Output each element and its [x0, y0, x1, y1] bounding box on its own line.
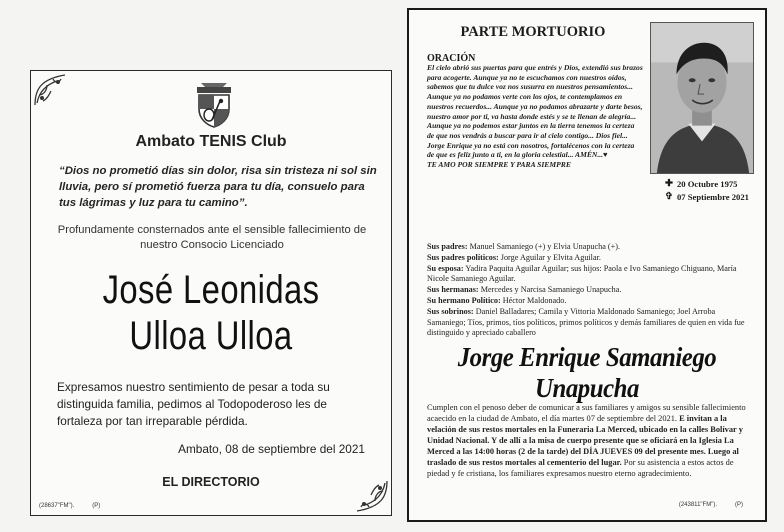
- notice-title: PARTE MORTUORIO: [460, 24, 606, 40]
- relatives-wife: Su esposa: Yadira Paquita Aguilar Aguilar; sus hijos: Paola e Ivo Samaniego Chiguano, María Nicole Samaniego Aguilar.: [427, 263, 737, 284]
- deceased-script-name: Jorge Enrique Samaniego Unapucha: [457, 342, 717, 403]
- tennis-club-notice: [30, 70, 392, 516]
- relatives-parents-in-law: Sus padres políticos: Jorge Aguilar y Elvita Aguilar.: [427, 252, 601, 262]
- condolence-text: Profundamente consternados ante el sensible fallecimiento de nuestro Consocio Licenciado: [57, 224, 367, 251]
- club-crest-icon: [193, 79, 235, 129]
- ornament-corner-top-left-icon: [33, 73, 67, 107]
- birth-date: 20 Octubre 1975: [677, 179, 738, 189]
- quote-text: “Dios no prometió días sin dolor, risa sin tristeza ni sol sin lluvia, pero sí prometió fuerza para tu día, consuelo para tus lágrimas y luz para tu camino”.: [59, 165, 377, 209]
- notice-date: Ambato, 08 de septiembre del 2021: [178, 442, 365, 456]
- death-date: 07 Septiembre 2021: [677, 192, 749, 202]
- prayer-closing: TE AMO POR SIEMPRE Y PARA SIEMPRE: [427, 160, 571, 170]
- signature: EL DIRECTORIO: [162, 475, 260, 489]
- club-name: Ambato TENIS Club: [135, 133, 287, 150]
- birth-date-row: [665, 178, 765, 191]
- publication-code: (243811"FM"). (P): [678, 502, 743, 508]
- obituary-notice: [407, 8, 767, 522]
- relatives-brother-in-law: Su hermano Político: Héctor Maldonado.: [427, 295, 567, 305]
- relatives-list: [427, 242, 755, 339]
- publication-code: (28637"FM"). (P): [39, 503, 101, 509]
- life-dates: [665, 178, 765, 204]
- sentiment-text: Expresamos nuestro sentimiento de pesar a toda su distinguida familia, pedimos al Todopoderoso les de fortaleza por tan irreparable pérdida.: [57, 380, 330, 428]
- death-date-row: [665, 191, 765, 204]
- relatives-nephews: Sus sobrinos: Daniel Balladares; Camila y Vittoria Maldonado Samaniego; Joel Arroba Samaniego; Tíos, primos, tíos políticos, primos políticos y demás familiares de quien en vida fue distinguido y apreciado caballero: [427, 306, 745, 338]
- cross-icon: ✚: [665, 179, 673, 189]
- prayer-text: El cielo abrió sus puertas para que entrés y Dios, extendió sus brazos para acogerte. Aunque ya no te escuchamos con nuestros oídos, sabemos que tu dulce voz nos susurra en nuestros pensamientos... Aunque ya no podamos verte con los ojos, te contemplamos en nuestros recuerdos... Aunque ya no podamos abrazarte y darte besos, nuestro amor por ti, va hasta donde estés y se te llenan de alegría... Aunque ya no podemos estar juntos en la tierra tenemos la certeza de que nos vendrás a buscar para ir al cielo contigo... Dios fiel... Jorge Enrique ya no está con nosotros, fortalécenos con la certeza de que es feliz junto a ti, en la gloria celestial... AMÉN...♥ TE AMO POR SIEMPRE Y PARA SIEMPRE: [427, 63, 643, 170]
- deceased-name-line-2: Ulloa Ulloa: [129, 314, 293, 358]
- prayer-title: ORACIÓN: [427, 53, 476, 64]
- deceased-name-line-1: José Leonidas: [102, 268, 320, 312]
- funeral-announcement: Cumplen con el penoso deber de comunicar a sus familiares y amigos su sensible fallecimiento acaecido en la ciudad de Ambato, el día martes 07 de septiembre del 2021. E invitan a la velación de sus restos mortales en la Funeraria La Merced, ubicado en la calles Bolívar y Unidad Nacional. Y de allí a la misa de cuerpo presente que se oficiará en la Iglesia La Merced a las 14:00 horas (2 de la tarde) del DÍA JUEVES 09 del presente mes. Luego al traslado de sus restos mortales al cementerio del lugar. Por su asistencia a estos actos de piedad y fe cristiana, los familiares expresamos nuestro eterno agradecimiento.: [427, 403, 746, 478]
- latin-cross-icon: ✞: [665, 192, 673, 202]
- deceased-name: [63, 267, 358, 359]
- deceased-photo: [650, 22, 754, 174]
- relatives-sisters: Sus hermanas: Mercedes y Narcisa Samaniego Unapucha.: [427, 285, 622, 295]
- relatives-parents: Sus padres: Manuel Samaniego (+) y Elvia Unapucha (+).: [427, 242, 621, 251]
